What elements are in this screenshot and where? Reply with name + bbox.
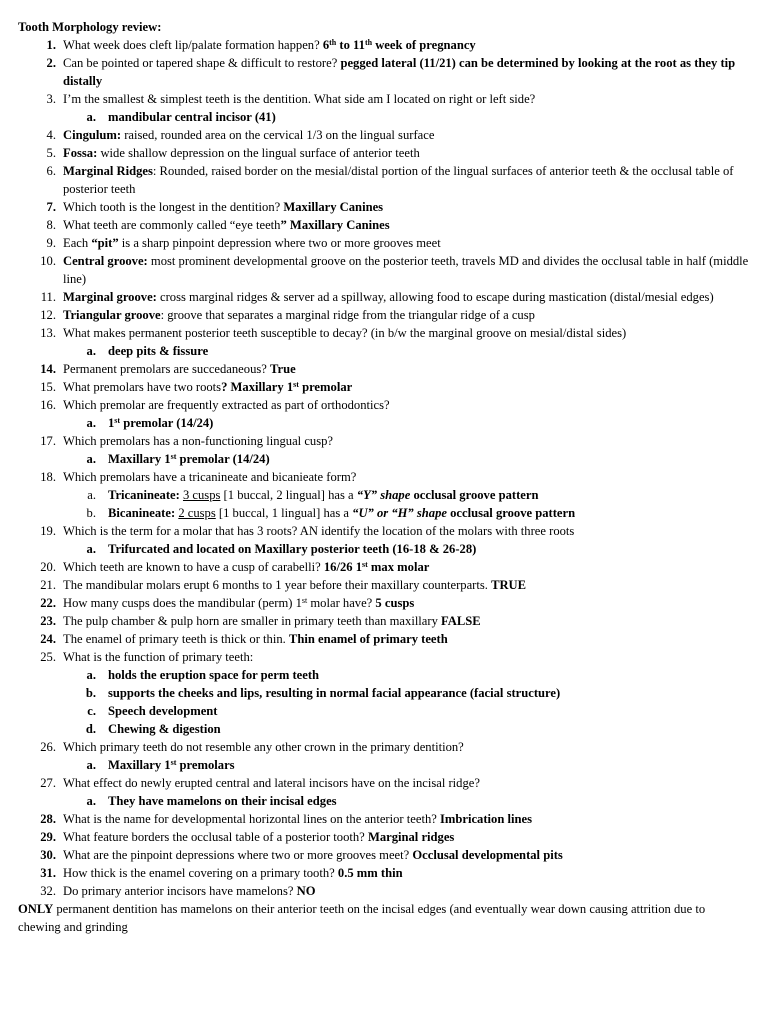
definition-text: most prominent developmental groove on the posterior teeth, travels MD and divides the occlusal table in half (middle line) bbox=[63, 254, 749, 286]
definition-text: Each bbox=[63, 236, 92, 250]
question-number: 9. bbox=[46, 236, 56, 250]
question-text: How thick is the enamel covering on a primary tooth? bbox=[63, 866, 338, 880]
answer-text: NO bbox=[296, 884, 316, 898]
question-text: What week does cleft lip/palate formation happen? bbox=[63, 38, 323, 52]
answer-text: ? Maxillary 1st premolar bbox=[221, 380, 353, 394]
question-text: Do primary anterior incisors have mamelons? bbox=[63, 884, 297, 898]
question-text: What feature borders the occlusal table of a posterior tooth? bbox=[63, 830, 368, 844]
definition-text: is a sharp pinpoint depression where two or more grooves meet bbox=[118, 236, 441, 250]
question-number: 23. bbox=[40, 614, 56, 628]
sub-answer bbox=[18, 666, 750, 684]
cusp-count: 3 cusps bbox=[182, 488, 221, 502]
definition-term: Cingulum: bbox=[63, 128, 122, 142]
answer-text: deep pits & fissure bbox=[108, 344, 209, 358]
question-27 bbox=[18, 774, 750, 792]
question-number: 30. bbox=[40, 848, 56, 862]
question-21 bbox=[18, 576, 750, 594]
sub-answer bbox=[18, 756, 750, 774]
definition-term: Triangular groove bbox=[63, 308, 161, 322]
question-number: 31. bbox=[40, 866, 56, 880]
question-number: 3. bbox=[46, 92, 56, 106]
question-number: 4. bbox=[46, 128, 56, 142]
answer-text: ” Maxillary Canines bbox=[280, 218, 390, 232]
question-number: 6. bbox=[46, 164, 56, 178]
sub-marker: a. bbox=[86, 416, 96, 430]
answer-text: 16/26 1st max molar bbox=[323, 560, 430, 574]
definition-text: occlusal groove pattern bbox=[446, 506, 576, 520]
question-number: 21. bbox=[40, 578, 56, 592]
question-number: 32. bbox=[40, 884, 56, 898]
answer-text: Chewing & digestion bbox=[108, 722, 221, 736]
definition-term: Tricanineate: bbox=[108, 488, 180, 502]
sub-answer bbox=[18, 720, 750, 738]
question-number: 22. bbox=[40, 596, 56, 610]
sub-answer bbox=[18, 108, 750, 126]
sub-marker: b. bbox=[86, 506, 96, 520]
question-number: 26. bbox=[40, 740, 56, 754]
question-number: 10. bbox=[40, 254, 56, 268]
question-22 bbox=[18, 594, 750, 612]
answer-text: Maxillary 1st premolars bbox=[108, 758, 235, 772]
question-31 bbox=[18, 864, 750, 882]
groove-shape: “U” or “H” shape bbox=[352, 506, 447, 520]
sub-marker: a. bbox=[86, 452, 96, 466]
question-number: 28. bbox=[40, 812, 56, 826]
question-28 bbox=[18, 810, 750, 828]
question-4 bbox=[18, 126, 750, 144]
question-5 bbox=[18, 144, 750, 162]
question-23 bbox=[18, 612, 750, 630]
cusp-count: 2 cusps bbox=[178, 506, 216, 520]
question-text: Permanent premolars are succedaneous? bbox=[63, 362, 271, 376]
sub-answer bbox=[18, 342, 750, 360]
question-number: 27. bbox=[40, 776, 56, 790]
closing-note bbox=[18, 900, 750, 936]
question-19 bbox=[18, 522, 750, 540]
sub-marker: a. bbox=[86, 110, 96, 124]
sub-marker: c. bbox=[87, 704, 96, 718]
question-number: 15. bbox=[40, 380, 56, 394]
answer-text: Speech development bbox=[108, 704, 218, 718]
note-text: permanent dentition has mamelons on their anterior teeth on the incisal edges (and eventually wear down causing attrition due to chewing and grinding bbox=[18, 902, 706, 934]
question-13 bbox=[18, 324, 750, 342]
question-text: Which premolars has a non-functioning lingual cusp? bbox=[63, 434, 333, 448]
sub-marker: d. bbox=[85, 722, 96, 736]
note-lead: ONLY bbox=[18, 902, 54, 916]
sub-marker: a. bbox=[87, 488, 96, 502]
question-text: What is the function of primary teeth: bbox=[63, 650, 254, 664]
question-text: How many cusps does the mandibular (perm) 1st molar have? bbox=[63, 596, 376, 610]
sub-answer-bicanineate bbox=[18, 504, 750, 522]
answer-text: Trifurcated and located on Maxillary posterior teeth (16-18 & 26-28) bbox=[108, 542, 477, 556]
question-6 bbox=[18, 162, 750, 198]
question-number: 12. bbox=[40, 308, 56, 322]
question-30 bbox=[18, 846, 750, 864]
question-number: 24. bbox=[40, 632, 56, 646]
definition-term: “pit” bbox=[91, 236, 119, 250]
answer-text: Marginal ridges bbox=[367, 830, 455, 844]
question-text: What effect do newly erupted central and lateral incisors have on the incisal ridge? bbox=[63, 776, 480, 790]
sub-answer bbox=[18, 540, 750, 558]
question-text: Can be pointed or tapered shape & difficult to restore? bbox=[63, 56, 341, 70]
sub-answer bbox=[18, 792, 750, 810]
question-number: 14. bbox=[40, 362, 56, 376]
question-2 bbox=[18, 54, 750, 90]
question-number: 11. bbox=[40, 290, 56, 304]
question-24 bbox=[18, 630, 750, 648]
sub-answer bbox=[18, 450, 750, 468]
question-text: Which teeth are known to have a cusp of carabelli? bbox=[63, 560, 324, 574]
answer-text: mandibular central incisor (41) bbox=[108, 110, 276, 124]
definition-term: Central groove: bbox=[63, 254, 148, 268]
question-text: What makes permanent posterior teeth susceptible to decay? (in b/w the marginal groove on mesial/distal sides) bbox=[63, 326, 627, 340]
question-text: Which tooth is the longest in the dentition? bbox=[63, 200, 284, 214]
definition-text: : Rounded, raised border on the mesial/distal portion of the lingual surfaces of anterior teeth & the occlusal table of posterior teeth bbox=[63, 164, 734, 196]
question-number: 20. bbox=[40, 560, 56, 574]
page-title: Tooth Morphology review: bbox=[18, 20, 162, 34]
question-11 bbox=[18, 288, 750, 306]
question-number: 16. bbox=[40, 398, 56, 412]
question-1 bbox=[18, 36, 750, 54]
definition-text: occlusal groove pattern bbox=[410, 488, 539, 502]
question-text: Which is the term for a molar that has 3 roots? AN identify the location of the molars with three roots bbox=[63, 524, 575, 538]
question-7 bbox=[18, 198, 750, 216]
sub-answer-tricanineate bbox=[18, 486, 750, 504]
definition-text: [1 buccal, 2 lingual] has a bbox=[220, 488, 357, 502]
definition-term: Fossa: bbox=[63, 146, 98, 160]
answer-text: They have mamelons on their incisal edges bbox=[108, 794, 337, 808]
question-18 bbox=[18, 468, 750, 486]
question-text: The mandibular molars erupt 6 months to 1 year before their maxillary counterparts. bbox=[63, 578, 492, 592]
question-17 bbox=[18, 432, 750, 450]
definition-text: : groove that separates a marginal ridge from the triangular ridge of a cusp bbox=[160, 308, 535, 322]
question-number: 29. bbox=[40, 830, 56, 844]
question-9 bbox=[18, 234, 750, 252]
question-number: 19. bbox=[40, 524, 56, 538]
sub-marker: a. bbox=[86, 668, 96, 682]
definition-term: Marginal groove: bbox=[63, 290, 157, 304]
sub-answer bbox=[18, 702, 750, 720]
answer-text: 0.5 mm thin bbox=[337, 866, 403, 880]
question-number: 1. bbox=[46, 38, 56, 52]
question-text: The enamel of primary teeth is thick or thin. bbox=[63, 632, 289, 646]
question-32 bbox=[18, 882, 750, 900]
question-12 bbox=[18, 306, 750, 324]
question-14 bbox=[18, 360, 750, 378]
answer-text: 6th to 11th week of pregnancy bbox=[322, 38, 476, 52]
definition-term: Marginal Ridges bbox=[63, 164, 153, 178]
question-text: The pulp chamber & pulp horn are smaller in primary teeth than maxillary bbox=[63, 614, 442, 628]
definition-text: [1 buccal, 1 lingual] has a bbox=[215, 506, 353, 520]
sub-marker: a. bbox=[86, 758, 96, 772]
sub-marker: a. bbox=[86, 344, 96, 358]
sub-answer bbox=[18, 414, 750, 432]
answer-text: 5 cusps bbox=[375, 596, 415, 610]
sub-answer bbox=[18, 684, 750, 702]
question-text: Which primary teeth do not resemble any other crown in the primary dentition? bbox=[63, 740, 464, 754]
answer-text: Imbrication lines bbox=[439, 812, 532, 826]
question-16 bbox=[18, 396, 750, 414]
question-number: 2. bbox=[46, 56, 56, 70]
question-number: 18. bbox=[40, 470, 56, 484]
question-25 bbox=[18, 648, 750, 666]
question-20 bbox=[18, 558, 750, 576]
question-3 bbox=[18, 90, 750, 108]
question-text: Which premolars have a tricanineate and bicanieate form? bbox=[63, 470, 357, 484]
answer-text: FALSE bbox=[441, 614, 481, 628]
question-text: What premolars have two roots bbox=[63, 380, 222, 394]
question-10 bbox=[18, 252, 750, 288]
question-number: 17. bbox=[40, 434, 56, 448]
question-text: What is the name for developmental horizontal lines on the anterior teeth? bbox=[63, 812, 440, 826]
answer-text: pegged lateral (11/21) can be determined by looking at the root as they tip distally bbox=[63, 56, 736, 88]
question-text: Which premolar are frequently extracted as part of orthodontics? bbox=[63, 398, 390, 412]
question-15 bbox=[18, 378, 750, 396]
answer-text: TRUE bbox=[491, 578, 527, 592]
definition-text: raised, rounded area on the cervical 1/3 on the lingual surface bbox=[121, 128, 435, 142]
question-text: What teeth are commonly called “eye teeth bbox=[63, 218, 281, 232]
answer-text: Maxillary Canines bbox=[283, 200, 384, 214]
question-8 bbox=[18, 216, 750, 234]
definition-text: wide shallow depression on the lingual surface of anterior teeth bbox=[97, 146, 420, 160]
question-text: What are the pinpoint depressions where two or more grooves meet? bbox=[63, 848, 413, 862]
question-26 bbox=[18, 738, 750, 756]
definition-text: cross marginal ridges & server ad a spillway, allowing food to escape during mastication (distal/mesial edges) bbox=[156, 290, 714, 304]
answer-text: supports the cheeks and lips, resulting in normal facial appearance (facial structure) bbox=[108, 686, 561, 700]
question-text: I’m the smallest & simplest teeth is the dentition. What side am I located on right or left side? bbox=[63, 92, 536, 106]
answer-text: True bbox=[270, 362, 296, 376]
sub-marker: a. bbox=[86, 794, 96, 808]
question-number: 25. bbox=[40, 650, 56, 664]
sub-marker: a. bbox=[86, 542, 96, 556]
question-number: 8. bbox=[46, 218, 56, 232]
answer-text: holds the eruption space for perm teeth bbox=[108, 668, 320, 682]
definition-term: Bicanineate: bbox=[108, 506, 176, 520]
answer-text: Maxillary 1st premolar (14/24) bbox=[108, 452, 270, 466]
question-number: 13. bbox=[40, 326, 56, 340]
sub-marker: b. bbox=[85, 686, 96, 700]
question-number: 7. bbox=[46, 200, 56, 214]
answer-text: Occlusal developmental pits bbox=[412, 848, 563, 862]
question-number: 5. bbox=[46, 146, 56, 160]
answer-text: 1st premolar (14/24) bbox=[108, 416, 214, 430]
question-29 bbox=[18, 828, 750, 846]
groove-shape: “Y” shape bbox=[356, 488, 411, 502]
answer-text: Thin enamel of primary teeth bbox=[288, 632, 448, 646]
